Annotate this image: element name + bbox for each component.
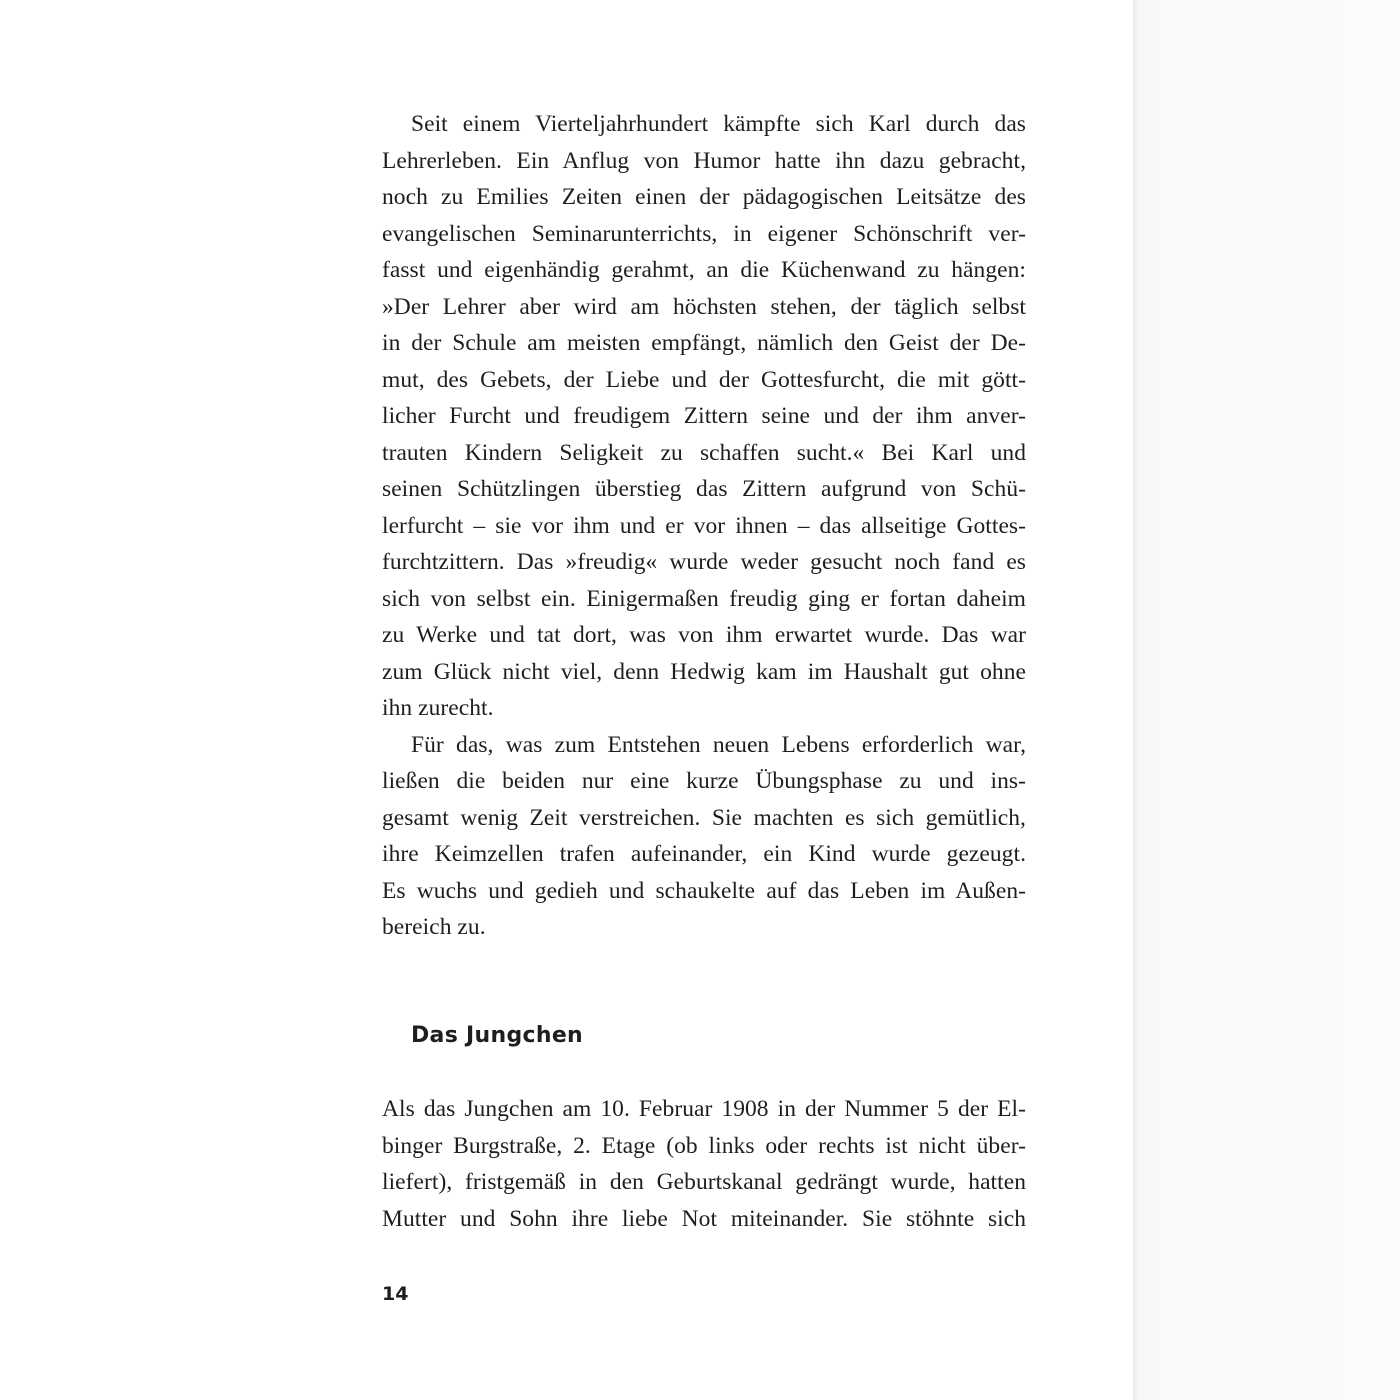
text-line: fasst und eigenhändig gerahmt, an die Küchenwand zu hängen: [382, 257, 1026, 283]
text-line: seinen Schützlingen überstieg das Zittern aufgrund von Schü- [382, 476, 1026, 502]
text-line: trauten Kindern Seligkeit zu schaffen sucht.« Bei Karl und [382, 439, 1026, 466]
text-line: ließen die beiden nur eine kurze Übungsphase zu und ins- [382, 768, 1026, 794]
text-line: Seit einem Vierteljahrhundert kämpfte sich Karl durch das [411, 111, 1026, 137]
text-line: in der Schule am meisten empfängt, nämlich den Geist der De- [382, 330, 1026, 356]
text-line: evangelischen Seminarunterrichts, in eigener Schönschrift ver- [382, 220, 1026, 247]
text-line: licher Furcht und freudigem Zittern seine und der ihm anver- [382, 403, 1026, 429]
text-line: Als das Jungchen am 10. Februar 1908 in der Nummer 5 der El- [382, 1096, 1026, 1122]
text-line: lerfurcht – sie vor ihm und er vor ihnen – das allseitige Gottes- [382, 512, 1026, 539]
text-line: zu Werke und tat dort, was von ihm erwartet wurde. Das war [382, 622, 1026, 648]
text-line: noch zu Emilies Zeiten einen der pädagogischen Leitsätze des [382, 184, 1026, 210]
text-line: ihn zurecht. [382, 695, 494, 721]
text-line: Mutter und Sohn ihre liebe Not miteinander. Sie stöhnte sich [382, 1205, 1026, 1232]
text-line: furchtzittern. Das »freudig« wurde weder gesucht noch fand es [382, 549, 1026, 575]
text-line: Es wuchs und gedieh und schaukelte auf das Leben im Außen- [382, 877, 1026, 904]
body-text-bottom [382, 1091, 1026, 1237]
text-line: zum Glück nicht viel, denn Hedwig kam im Haushalt gut ohne [382, 658, 1026, 685]
text-line: bereich zu. [382, 914, 486, 940]
text-line: mut, des Gebets, der Liebe und der Gottesfurcht, die mit gött- [382, 366, 1026, 393]
text-line: Lehrerleben. Ein Anflug von Humor hatte ihn dazu gebracht, [382, 147, 1026, 174]
text-line: liefert), fristgemäß in den Geburtskanal gedrängt wurde, hatten [382, 1169, 1026, 1195]
text-line: Für das, was zum Entstehen neuen Lebens erforderlich war, [411, 731, 1026, 758]
text-line: binger Burgstraße, 2. Etage (ob links oder rechts ist nicht über- [382, 1132, 1026, 1159]
page-number: 14 [382, 1283, 409, 1305]
text-line: »Der Lehrer aber wird am höchsten stehen, der täglich selbst [382, 293, 1026, 320]
section-heading: Das Jungchen [411, 1023, 584, 1048]
page-gutter [1133, 0, 1400, 1400]
text-line: sich von selbst ein. Einigermaßen freudig ging er fortan daheim [382, 585, 1026, 612]
text-line: ihre Keimzellen trafen aufeinander, ein Kind wurde gezeugt. [382, 841, 1026, 867]
body-text-top [382, 106, 1026, 946]
text-line: gesamt wenig Zeit verstreichen. Sie machten es sich gemütlich, [382, 804, 1026, 831]
